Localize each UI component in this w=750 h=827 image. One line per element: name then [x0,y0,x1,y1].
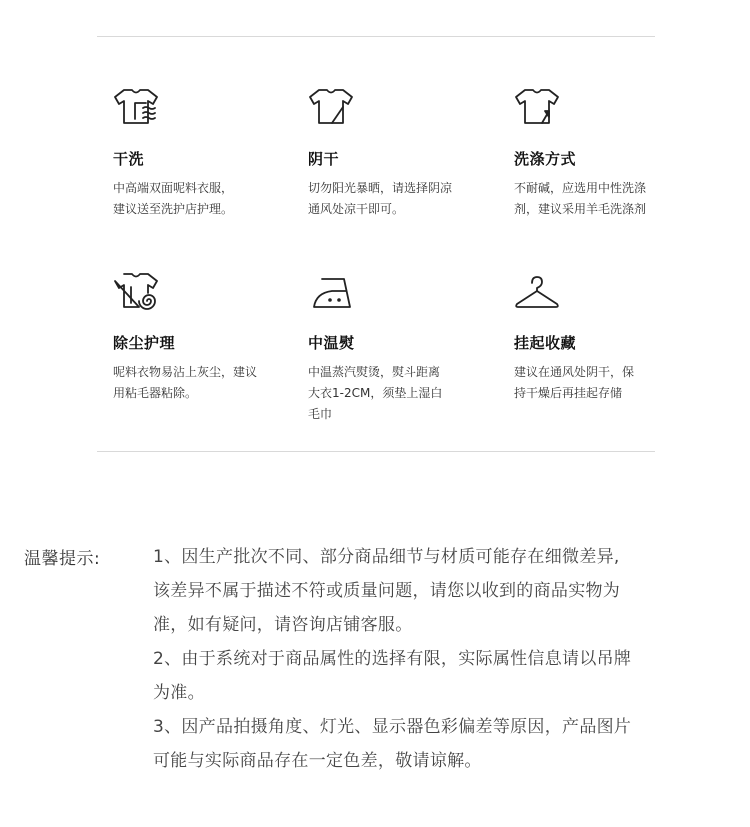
care-item-hanger [514,271,689,400]
notice-line: 2、由于系统对于商品属性的选择有限，实际属性信息请以吊牌 [153,649,632,669]
care-desc: 建议在通风处阴干，保 持干燥后再挂起存储 [514,365,635,400]
care-desc: 不耐碱，应选用中性洗涤 剂，建议采用羊毛洗涤剂 [514,181,647,216]
bottom-divider [97,451,655,452]
care-item-shade-dry [308,87,483,216]
care-title: 挂起收藏 [514,334,577,352]
care-title: 阴干 [308,150,340,168]
dry-clean-icon [113,87,165,131]
wash-method-icon [514,87,566,131]
care-desc: 中温蒸汽熨烫，熨斗距离 大衣1-2CM，须垫上湿白 毛巾 [308,365,443,421]
notice-line: 3、因产品拍摄角度、灯光、显示器色彩偏差等原因，产品图片 [153,717,632,737]
iron-icon [308,271,360,315]
care-item-iron [308,271,483,421]
care-item-wash-method [514,87,689,216]
notice-body [153,540,733,778]
notice-line: 为准。 [153,683,205,703]
lint-care-icon [113,271,165,315]
notice-line: 可能与实际商品存在一定色差，敬请谅解。 [153,751,482,771]
hanger-icon [514,271,566,315]
care-desc: 中高端双面呢料衣服， 建议送至洗护店护理。 [113,181,234,216]
care-title: 洗涤方式 [514,150,577,168]
shade-dry-icon [308,87,360,131]
notice-label: 温馨提示: [24,549,101,569]
care-title: 中温熨 [308,334,355,352]
notice-line: 1、因生产批次不同、部分商品细节与材质可能存在细微差异, [153,547,620,567]
care-title: 除尘护理 [113,334,176,352]
notice-line: 准，如有疑问，请咨询店铺客服。 [153,615,413,635]
care-desc: 呢料衣物易沾上灰尘，建议 用粘毛器粘除。 [113,365,258,400]
care-item-lint-care [113,271,288,400]
care-title: 干洗 [113,150,145,168]
care-item-dry-clean [113,87,288,216]
care-desc: 切勿阳光暴晒，请选择阴凉 通风处凉干即可。 [308,181,453,216]
top-divider [97,36,655,37]
notice-line: 该差异不属于描述不符或质量问题，请您以收到的商品实物为 [153,581,621,601]
